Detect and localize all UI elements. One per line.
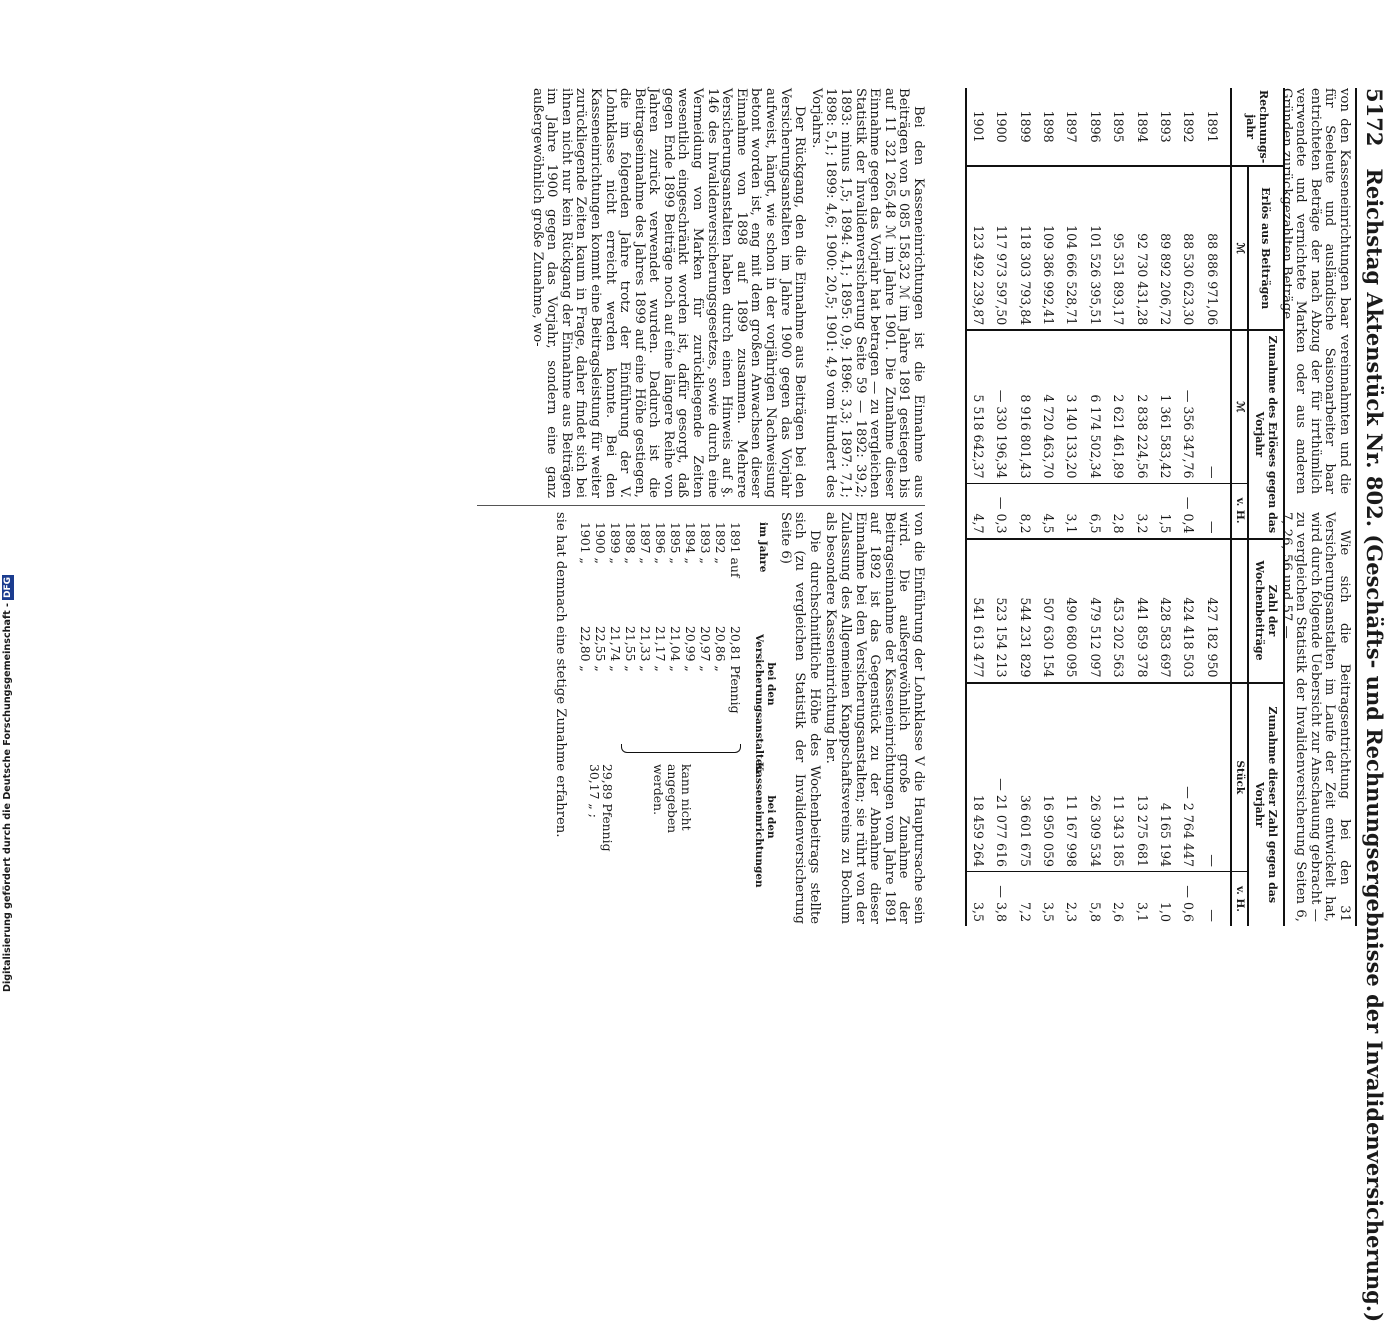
cell-increase-amount: 5 518 642,37	[966, 330, 990, 483]
cell-increase-pct: — 0,3	[990, 483, 1013, 539]
cell-increase-pct: 2,8	[1107, 483, 1130, 539]
average-row	[623, 520, 638, 738]
right-paragraph-1: von die Einführung der Lohnklasse V die Hauptursache sein wird. Die außergewöhnlich große Zunahme der Beitragseinnahme der Kasseneinrichtungen vom Jahre 1891 auf 1892 ist das Gegenstück zu der Abnahme dieser Einnahme bei den Versicherungsanstalten; sie rührt von der Zulassung des Allgemeinen Knappschaftsvereins zu Bochum als besondere Kasseneinrichtung her.	[823, 512, 926, 924]
col-receipts-header: Erlös aus Beiträgen	[1248, 166, 1284, 330]
avg-year: 1894 „	[683, 522, 699, 564]
cell-stamps-amount: — 2 764 447	[1177, 683, 1200, 872]
cell-stamps-amount: —	[1201, 683, 1231, 872]
cell-stamps-pct: 1,0	[1158, 901, 1174, 922]
cell-year: 1900	[990, 88, 1013, 166]
avg-year: 1900 „	[593, 522, 609, 564]
average-contribution-block	[569, 512, 778, 924]
cell-stamps: 541 613 477	[966, 539, 990, 683]
cell-stamps: 490 680 095	[1060, 539, 1083, 683]
cell-receipts: 117 973 597,50	[990, 166, 1013, 330]
cell-stamps-amount: 4 165 194	[1154, 683, 1177, 872]
cell-increase-pct: 4,7	[966, 483, 990, 539]
col-increase-stamps-header: Zunahme dieser Zahl gegen das Vorjahr	[1248, 683, 1284, 926]
cell-year: 1899	[1013, 88, 1036, 166]
cell-stamps-pct: 3,1	[1134, 901, 1150, 922]
average-row	[683, 520, 698, 738]
cell-year: 1892	[1177, 88, 1200, 166]
avg-year: 1892 „	[713, 522, 729, 564]
table-row	[1130, 88, 1153, 926]
cell-year: 1891	[1201, 88, 1231, 166]
average-row	[713, 520, 728, 738]
cell-stamps-amount: 18 459 264	[966, 683, 990, 872]
avg-year: 1895 „	[668, 522, 684, 564]
cell-receipts: 92 730 431,28	[1130, 166, 1153, 330]
average-row	[593, 520, 608, 738]
avg-year: 1898 „	[623, 522, 639, 564]
text-column-right	[552, 512, 925, 924]
unit-stamps	[1231, 539, 1248, 683]
table-row	[1177, 88, 1200, 926]
cell-stamps: 424 418 503	[1177, 539, 1200, 683]
avg-year: 1891 auf	[728, 522, 744, 578]
avg-va-value: 20,86 „	[713, 626, 729, 672]
cell-receipts: 123 492 239,87	[966, 166, 990, 330]
table-row	[1201, 88, 1231, 926]
average-row	[608, 520, 623, 738]
col-year-header: Rechnungs-jahr	[1231, 88, 1284, 166]
cell-stamps-pct: 3,5	[1041, 901, 1057, 922]
cell-receipts: 95 351 893,17	[1107, 166, 1130, 330]
cell-increase-amount: 2 838 224,56	[1130, 330, 1153, 483]
cell-stamps: 428 583 697	[1154, 539, 1177, 683]
cell-increase-pct: 3,1	[1060, 483, 1083, 539]
unit-stamps-pct: v. H.	[1231, 872, 1248, 927]
left-paragraph-1: Bei den Kasseneinrichtungen ist die Einnahme aus Beiträgen von 5 085 158,32 ℳ im Jahre 1891 gestiegen bis auf 11 321 265,48 ℳ im Jahre 1901. Die Zunahme dieser Einnahme gegen das Vorjahr hat betragen — zu vergleichen Statistik der Invalidenversicherung Seite 59 — 1892: 39,2; 1893: minus 1,5; 1894: 4,1; 1895: 0,9; 1896: 3,3; 1897: 7,1; 1898: 5,1; 1899: 4,6; 1900: 20,5; 1901: 4,9 vom Hundert des Vorjahrs.	[808, 88, 926, 498]
col-stamps-header: Zahl der Wochenbeiträge	[1248, 539, 1284, 683]
column-divider	[477, 505, 925, 506]
cell-increase-amount: 8 916 801,43	[1013, 330, 1036, 483]
average-row	[668, 520, 683, 738]
contributions-table	[965, 88, 1285, 926]
table-row	[1154, 88, 1177, 926]
cell-year: 1897	[1060, 88, 1083, 166]
cell-stamps: 507 630 154	[1037, 539, 1060, 683]
avg-va-value: 21,17 „	[653, 626, 669, 672]
cell-stamps-pct: — 0,6	[1181, 885, 1197, 922]
cell-stamps-pct: — 3,8	[994, 885, 1010, 922]
table-row	[1013, 88, 1036, 926]
page-title: Reichstag Aktenstück Nr. 802. (Geschäfts- und Rechnungsergebnisse der Invalidenversicherung.)	[1362, 168, 1387, 1322]
unit-increase-amount: ℳ	[1231, 330, 1248, 483]
avg-va-value: 21,33 „	[638, 626, 654, 672]
cell-stamps: 479 512 097	[1084, 539, 1107, 683]
average-table	[578, 520, 743, 738]
avg-va-value: 20,97 „	[698, 626, 714, 672]
unit-receipts: ℳ	[1231, 166, 1248, 330]
cell-increase-pct: 6,5	[1084, 483, 1107, 539]
avg-va-value: 20,81 Pfennig	[728, 626, 744, 714]
table-row	[1084, 88, 1107, 926]
cell-receipts: 118 303 793,84	[1013, 166, 1036, 330]
cell-increase-amount: —	[1201, 330, 1231, 483]
average-row	[638, 520, 653, 738]
cell-year: 1895	[1107, 88, 1130, 166]
ke-value-1900: 29,89 Pfennig	[600, 764, 616, 852]
cell-increase-amount: 6 174 502,34	[1084, 330, 1107, 483]
cell-stamps: 544 231 829	[1013, 539, 1036, 683]
cell-stamps-pct: 3,5	[970, 901, 986, 922]
brace-bracket	[621, 744, 741, 753]
cell-stamps-pct: 7,2	[1017, 901, 1033, 922]
cell-increase-pct: 3,2	[1130, 483, 1153, 539]
cell-increase-pct: 4,5	[1037, 483, 1060, 539]
dfg-logo: DFG	[3, 576, 13, 598]
intro-left: von den Kasseneinrichtungen baar vereinnahmten und die für Seeleute und ausländische Saisonarbeiter baar entrichteten Beträge der nach Abzug der für irrthümlich verwendete und vernichtete Marken oder aus anderen Gründen zurückgezahlten Beträge.	[1278, 88, 1352, 494]
cell-stamps-pct: —	[1204, 909, 1220, 922]
unit-increase-pct: v. H.	[1231, 483, 1248, 539]
avg-year: 1897 „	[638, 522, 654, 564]
average-table-body	[578, 520, 743, 738]
page-number: 5172	[1362, 88, 1387, 147]
cell-stamps-pct: 2,6	[1111, 901, 1127, 922]
ke-value-1901: 30,17 „ ;	[587, 764, 603, 818]
text-column-left	[529, 88, 925, 498]
cell-receipts: 101 526 395,51	[1084, 166, 1107, 330]
avg-va-value: 21,04 „	[668, 626, 684, 672]
header-rule	[1355, 88, 1357, 926]
cell-stamps-amount: 16 950 059	[1037, 683, 1060, 872]
avg-year: 1899 „	[608, 522, 624, 564]
cell-year: 1894	[1130, 88, 1153, 166]
avg-header-va: bei den Versicherungsanstalten	[753, 634, 778, 774]
right-paragraph-2: Die durchschnittliche Höhe des Wochenbeitrags stellte sich (zu vergleichen Statistik der Invalidenversicherung Seite 6)	[777, 512, 822, 924]
avg-va-value: 22,80 „	[578, 626, 594, 672]
dfg-caption	[2, 575, 14, 992]
cell-receipts: 88 530 623,30	[1177, 166, 1200, 330]
cell-stamps-amount: — 21 077 616	[990, 683, 1013, 872]
cell-stamps: 427 182 950	[1201, 539, 1231, 683]
cell-stamps-pct: 5,8	[1087, 901, 1103, 922]
right-closing: sie hat demnach eine stetige Zunahme erfahren.	[553, 512, 569, 838]
table-row	[966, 88, 990, 926]
average-row	[578, 520, 593, 738]
avg-va-value: 22,55 „	[593, 626, 609, 672]
cell-increase-pct: — 0,4	[1177, 483, 1200, 539]
cell-receipts: 88 886 971,06	[1201, 166, 1231, 330]
cell-stamps-amount: 26 309 534	[1084, 683, 1107, 872]
cell-stamps-pct: 2,3	[1064, 901, 1080, 922]
intro-right: Wie sich die Beitragsentrichtung bei den 31 Versicherungsanstalten im Laufe der Zeit entwickelt hat, wird durch folgende Uebersicht zur Anschauung gebracht — zu vergleichen Statistik der Invalidenversicherung Seiten 6, 7, 26, 56 und 57 —.	[1278, 512, 1352, 922]
cell-year: 1896	[1084, 88, 1107, 166]
cell-increase-amount: 3 140 133,20	[1060, 330, 1083, 483]
cell-increase-amount: 2 621 461,89	[1107, 330, 1130, 483]
cell-increase-amount: — 356 347,76	[1177, 330, 1200, 483]
table-row	[1060, 88, 1083, 926]
cell-increase-pct: —	[1201, 483, 1231, 539]
cell-stamps: 523 154 213	[990, 539, 1013, 683]
avg-header-ke: bei den Kasseneinrichtungen	[753, 762, 778, 888]
cell-stamps-amount: 36 601 675	[1013, 683, 1036, 872]
cell-year: 1898	[1037, 88, 1060, 166]
table-body	[966, 88, 1231, 926]
ke-note: kann nicht angegeben werden.	[651, 764, 695, 834]
average-row	[728, 520, 743, 738]
cell-increase-amount: 4 720 463,70	[1037, 330, 1060, 483]
cell-receipts: 109 386 992,41	[1037, 166, 1060, 330]
cell-receipts: 104 666 528,71	[1060, 166, 1083, 330]
cell-stamps: 453 202 563	[1107, 539, 1130, 683]
cell-increase-amount: 1 361 583,42	[1154, 330, 1177, 483]
avg-va-value: 21,74 „	[608, 626, 624, 672]
dfg-caption-text: Digitalisierung gefördert durch die Deutsche Forschungsgemeinschaft -	[2, 602, 13, 992]
cell-stamps: 441 859 378	[1130, 539, 1153, 683]
average-row	[698, 520, 713, 738]
avg-year: 1893 „	[698, 522, 714, 564]
cell-increase-amount: — 330 196,34	[990, 330, 1013, 483]
col-increase-receipts-header: Zunahme des Erlöses gegen das Vorjahr	[1248, 330, 1284, 538]
left-paragraph-2: Der Rückgang, den die Einnahme aus Beiträgen bei den Versicherungsanstalten im Jahre 1900 gegen das Vorjahr aufweist, hängt, wie schon in der vorjährigen Nachweisung betont worden ist, eng mit dem großen Anwachsen dieser Einnahme von 1898 auf 1899 zusammen. Mehrere Versicherungsanstalten haben durch einen Hinweis auf §. 146 des Invalidenversicherungsgesetzes, sowie durch eine Vermeidung von Marken für zurückliegende Zeiten wesentlich eingeschränkt worden ist, dafür gesorgt, daß gegen Ende 1899 Beiträge noch auf eine längere Reihe von Jahren zurück verwendet wurden. Dadurch ist die Beitragseinnahme des Jahres 1899 auf eine Höhe gestiegen, die im folgenden Jahre trotz der Einführung der V. Lohnklasse nicht erreicht werden konnte. Bei den Kasseneinrichtungen kommt eine Beitragsleistung für weiter zurückliegende Zeiten kaum in Frage, daher findet sich bei ihnen nicht nur kein Rückgang der Einnahme aus Beiträgen im Jahre 1900 gegen das Vorjahr, sondern eine ganz außergewöhnlich große Zunahme, wo-	[529, 88, 808, 498]
cell-year: 1901	[966, 88, 990, 166]
average-row	[653, 520, 668, 738]
unit-stamps-amount: Stück	[1231, 683, 1248, 872]
avg-year: 1896 „	[653, 522, 669, 564]
cell-stamps-amount: 13 275 681	[1130, 683, 1153, 872]
cell-year: 1893	[1154, 88, 1177, 166]
table-row	[1037, 88, 1060, 926]
table-row	[990, 88, 1013, 926]
cell-receipts: 89 892 206,72	[1154, 166, 1177, 330]
cell-stamps-amount: 11 167 998	[1060, 683, 1083, 872]
page-header	[1362, 88, 1387, 1322]
cell-increase-pct: 1,5	[1154, 483, 1177, 539]
avg-year: 1901 „	[578, 522, 594, 564]
avg-va-value: 20,99 „	[683, 626, 699, 672]
avg-va-value: 21,55 „	[623, 626, 639, 672]
avg-header-year: im Jahre	[757, 522, 770, 573]
cell-increase-pct: 8,2	[1013, 483, 1036, 539]
cell-stamps-amount: 11 343 185	[1107, 683, 1130, 872]
table-row	[1107, 88, 1130, 926]
